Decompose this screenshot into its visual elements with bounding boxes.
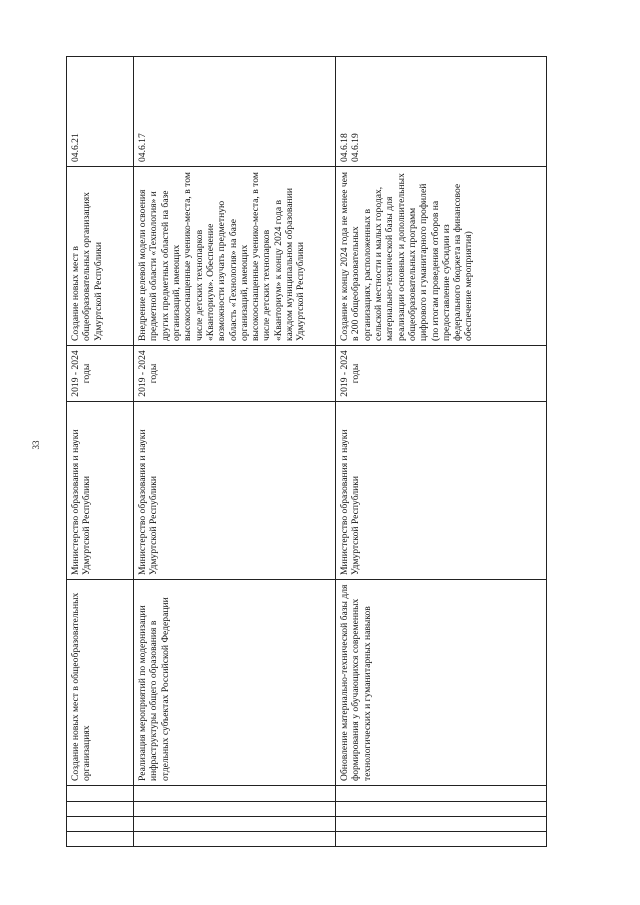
page-number: 33	[31, 440, 41, 450]
executor-cell: Министерство образования и науки Удмуртской Республики	[134, 402, 336, 580]
code-cell	[67, 817, 134, 832]
code-cell	[67, 832, 134, 847]
table-row	[67, 57, 134, 847]
indicator-link-cell: 04.6.21	[67, 57, 134, 167]
code-cell	[336, 786, 547, 802]
code-cell	[134, 817, 336, 832]
code-cell	[134, 802, 336, 817]
executor-cell: Министерство образования и науки Удмуртской Республики	[67, 402, 134, 580]
expected-result-cell: Внедрение целевой модели освоения предметной области «Технология» и других предметных областей на базе организаций, имеющих высокооснащенные ученико-места, в том числе детских технопарков «Кванториум». Обеспечение возможности изучать предметную область «Технология» на базе организаций, имеющих высокооснащенные ученико-места, в том числе детских технопарков «Кванториум» к концу 2024 года в каждом муниципальном образовании Удмуртской Республики	[134, 167, 336, 346]
expected-result-cell: Создание к концу 2024 года не менее чем в 200 общеобразовательных организациях, расположенных в сельской местности и малых городах, материально-технической базы для реализации основных и дополнительных общеобразовательных программ цифрового и гуманитарного профилей (по итогам проведения отборов на предоставление субсидии из федерального бюджета на финансовое обеспечение мероприятия)	[336, 167, 547, 346]
expected-result-cell: Создание новых мест в общеобразовательных организациях Удмуртской Республики	[67, 167, 134, 346]
term-cell: 2019 - 2024 годы	[134, 346, 336, 402]
measure-name-cell: Реализация мероприятий по модернизации инфраструктуры общего образования в отдельных субъектах Российской Федерации	[134, 580, 336, 786]
table-row	[336, 57, 547, 847]
table-row	[134, 57, 336, 847]
code-cell	[134, 832, 336, 847]
measure-name-cell: Обновление материально-технической базы для формирования у обучающихся современных технологических и гуманитарных навыков	[336, 580, 547, 786]
code-cell	[336, 802, 547, 817]
code-cell	[67, 786, 134, 802]
measures-table-wrapper	[66, 57, 546, 847]
term-cell: 2019 - 2024 годы	[67, 346, 134, 402]
measure-name-cell: Создание новых мест в общеобразовательных организациях	[67, 580, 134, 786]
code-cell	[336, 832, 547, 847]
indicator-link-cell: 04.6.17	[134, 57, 336, 167]
code-cell	[134, 786, 336, 802]
term-cell: 2019 - 2024 годы	[336, 346, 547, 402]
code-cell	[336, 817, 547, 832]
indicator-link-cell: 04.6.18 04.6.19	[336, 57, 547, 167]
code-cell	[67, 802, 134, 817]
executor-cell: Министерство образования и науки Удмуртской Республики	[336, 402, 547, 580]
measures-table	[66, 56, 547, 847]
